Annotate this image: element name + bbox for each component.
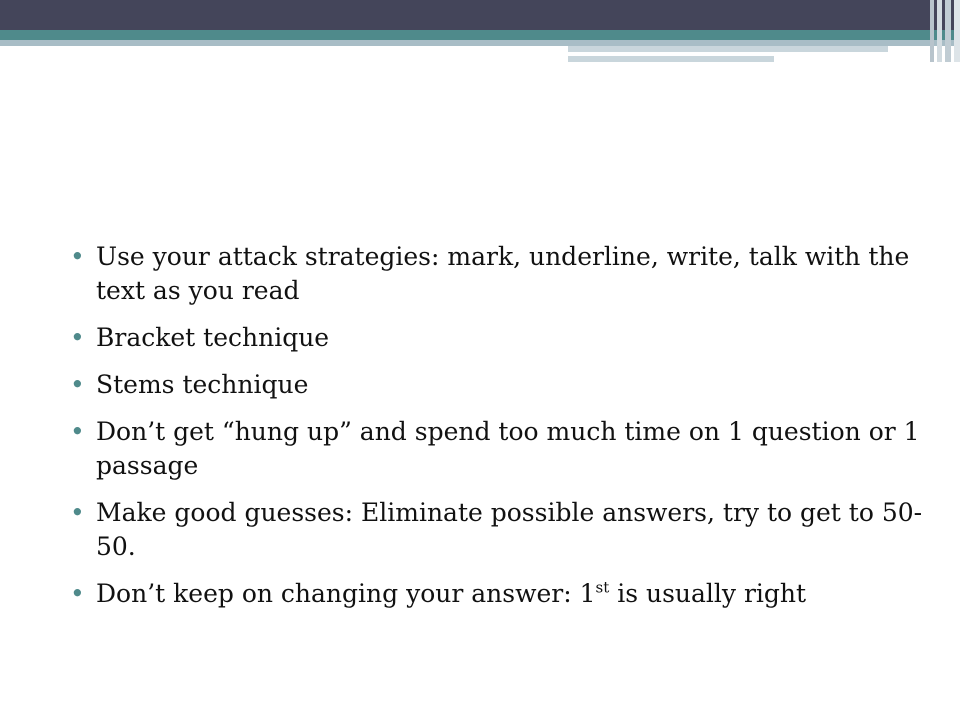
header-accent-strip bbox=[568, 56, 774, 62]
header-dark-band bbox=[0, 0, 960, 30]
bullet-text-part: Don’t keep on changing your answer: 1 bbox=[96, 579, 596, 608]
bullet-text: Use your attack strategies: mark, underline, write, talk with the text as you read bbox=[96, 242, 910, 305]
bullet-dot-icon: • bbox=[70, 323, 85, 352]
header-corner-bar bbox=[930, 0, 934, 62]
header-accent-strip bbox=[568, 46, 888, 52]
bullet-text bbox=[96, 579, 806, 608]
header-teal-band bbox=[0, 30, 960, 40]
bullet-item bbox=[70, 368, 930, 402]
slide-body bbox=[70, 240, 930, 624]
bullet-dot-icon: • bbox=[70, 242, 85, 271]
bullet-dot-icon: • bbox=[70, 579, 85, 608]
header-corner-bar bbox=[945, 0, 951, 62]
bullet-text: Bracket technique bbox=[96, 323, 330, 352]
bullet-dot-icon: • bbox=[70, 370, 85, 399]
bullet-text: Don’t get “hung up” and spend too much time on 1 question or 1 passage bbox=[96, 417, 920, 480]
ordinal-superscript: st bbox=[595, 578, 610, 597]
bullet-item bbox=[70, 415, 930, 483]
bullet-text: Make good guesses: Eliminate possible answers, try to get to 50-50. bbox=[96, 498, 923, 561]
bullet-item bbox=[70, 321, 930, 355]
header-corner-bar bbox=[937, 0, 942, 62]
bullet-item bbox=[70, 496, 930, 564]
bullet-text-part: is usually right bbox=[609, 579, 807, 608]
bullet-item bbox=[70, 240, 930, 308]
bullet-dot-icon: • bbox=[70, 498, 85, 527]
bullet-text: Stems technique bbox=[96, 370, 309, 399]
header-corner-bar bbox=[954, 0, 960, 62]
bullet-list bbox=[70, 240, 930, 611]
bullet-item bbox=[70, 577, 930, 611]
bullet-dot-icon: • bbox=[70, 417, 85, 446]
